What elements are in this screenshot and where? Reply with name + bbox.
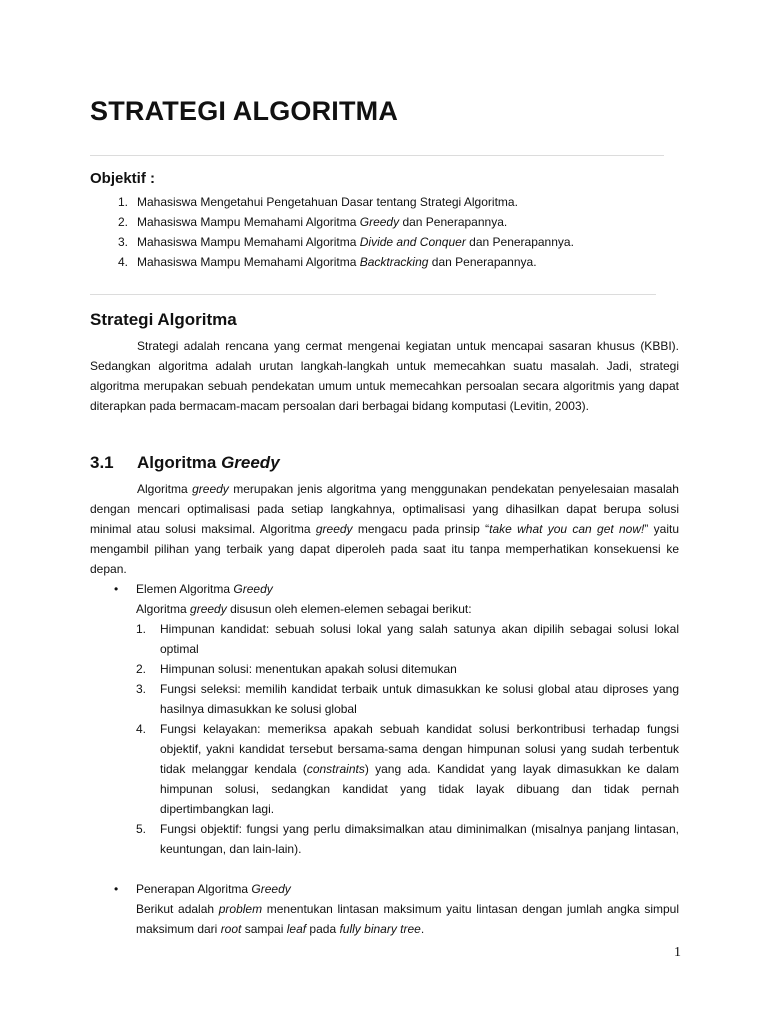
elements-intro: Algoritma greedy disusun oleh elemen-elemen sebagai berikut: [136, 602, 472, 616]
element-item: 3. Fungsi seleksi: memilih kandidat terbaik untuk dimasukkan ke solusi global atau diproses yang hasilnya dimasukkan ke solusi global [136, 682, 679, 716]
bullet-icon: • [114, 882, 119, 896]
greedy-elements-list [136, 619, 679, 859]
divider [90, 294, 656, 295]
element-item: 1. Himpunan kandidat: sebuah solusi lokal yang salah satunya akan dipilih sebagai solusi lokal optimal [136, 622, 679, 656]
objective-item: 1. Mahasiswa Mengetahui Pengetahuan Dasar tentang Strategi Algoritma. [117, 195, 518, 209]
bullet-icon: • [114, 582, 119, 596]
objectives-heading: Objektif : [90, 170, 156, 187]
section-heading-strategi: Strategi Algoritma [90, 310, 237, 329]
elements-bullet-label: Elemen Algoritma Greedy [136, 582, 273, 596]
greedy-intro-paragraph: Algoritma greedy merupakan jenis algoritma yang menggunakan pendekatan penyelesaian masalah dengan mencari optimalisasi pada setiap langkahnya, optimalisasi yang dihasilkan dapat berupa solusi minimal atau solusi maksimal. Algoritma greedy mengacu pada prinsip “take what you can get now!” yaitu mengambil pilihan yang terbaik yang dapat diperoleh pada saat itu tanpa memperhatikan konsekuensi ke depan. [90, 482, 679, 576]
section-heading-greedy: 3.1 Algoritma Greedy [90, 453, 280, 472]
element-item: 4. Fungsi kelayakan: memeriksa apakah sebuah kandidat solusi berkontribusi terhadap fungsi objektif, yakni kandidat tersebut bersama-sama dengan himpunan solusi yang sudah terbentuk tidak melanggar kendala (constraints) yang ada. Kandidat yang layak dimasukkan ke dalam himpunan solusi, sedangkan kandidat yang tidak layak dibuang dan tidak pernah dipertimbangkan lagi. [136, 722, 679, 816]
element-item: 2. Himpunan solusi: menentukan apakah solusi ditemukan [136, 662, 457, 676]
application-paragraph: Berikut adalah problem menentukan lintasan maksimum yaitu lintasan dengan jumlah angka simpul maksimum dari root sampai leaf pada fully binary tree. [136, 902, 679, 936]
objective-item: 2. Mahasiswa Mampu Memahami Algoritma Greedy dan Penerapannya. [117, 215, 508, 229]
application-bullet-label: Penerapan Algoritma Greedy [136, 882, 291, 896]
objective-item: 4. Mahasiswa Mampu Memahami Algoritma Backtracking dan Penerapannya. [117, 255, 537, 269]
page-number: 1 [674, 945, 681, 960]
divider [90, 155, 664, 156]
objective-item: 3. Mahasiswa Mampu Memahami Algoritma Divide and Conquer dan Penerapannya. [117, 235, 574, 249]
page-title: STRATEGI ALGORITMA [90, 96, 399, 126]
element-item: 5. Fungsi objektif: fungsi yang perlu dimaksimalkan atau diminimalkan (misalnya panjang lintasan, keuntungan, dan lain-lain). [136, 822, 679, 856]
strategy-paragraph: Strategi adalah rencana yang cermat mengenai kegiatan untuk mencapai sasaran khusus (KBBI). Sedangkan algoritma adalah urutan langkah-langkah untuk memecahkan suatu masalah. Jadi, strategi algoritma merupakan sebuah pendekatan umum untuk memecahkan persoalan secara algoritmis yang dapat diterapkan pada bermacam-macam persoalan dari berbagai bidang komputasi (Levitin, 2003). [90, 339, 679, 413]
objectives-list [110, 192, 670, 272]
